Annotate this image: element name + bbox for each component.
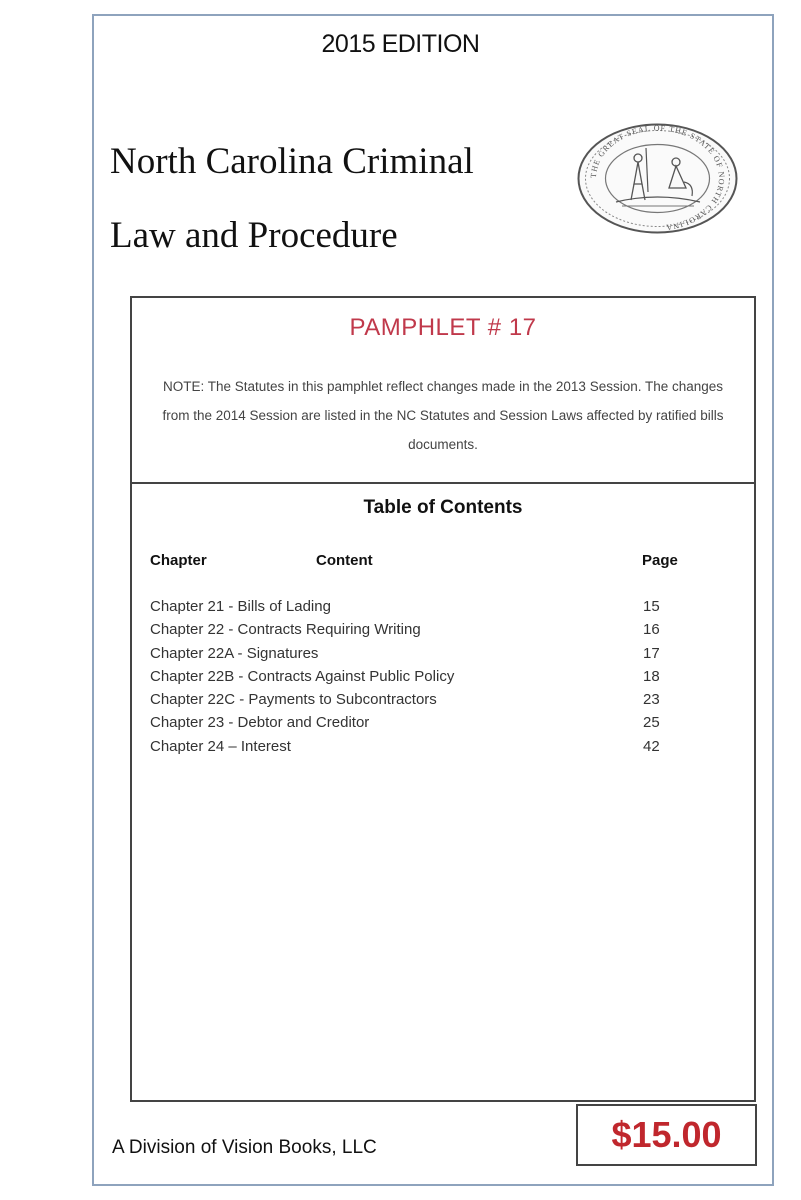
table-of-contents-box — [130, 482, 756, 1102]
toc-row — [150, 738, 740, 761]
edition-label: 2015 EDITION — [321, 30, 480, 58]
toc-row — [150, 714, 740, 737]
toc-page-number: 15 — [643, 598, 660, 615]
svg-text:THE GREAT SEAL OF THE STATE OF: THE GREAT SEAL OF THE STATE OF NORTH CAROLINA — [588, 123, 727, 233]
toc-page-number: 25 — [643, 714, 660, 732]
statutes-note: NOTE: The Statutes in this pamphlet reflect changes made in the 2013 Session. The changes from the 2014 Session are listed in the NC Statutes and Session Laws affected by ratified bills documents. — [162, 379, 724, 452]
toc-row — [150, 621, 740, 644]
toc-header-content: Content — [316, 552, 373, 569]
price-label: $15.00 — [611, 1114, 722, 1155]
notice-box — [130, 296, 756, 484]
toc-page-number: 42 — [643, 737, 660, 755]
toc-row — [150, 598, 740, 621]
toc-entry: Chapter 23 - Debtor and Creditor — [150, 714, 370, 732]
book-title-line-2: Law and Procedure — [110, 215, 398, 256]
toc-entry: Chapter 22 - Contracts Requiring Writing — [150, 621, 421, 639]
toc-entry: Chapter 21 - Bills of Lading — [150, 598, 331, 615]
book-title-line-1: North Carolina Criminal — [110, 141, 474, 182]
pamphlet-number-heading: PAMPHLET # 17 — [349, 314, 537, 341]
north-carolina-state-seal-icon — [576, 122, 739, 235]
toc-entry: Chapter 22C - Payments to Subcontractors — [150, 691, 437, 709]
toc-page-number: 23 — [643, 691, 660, 709]
price-box — [576, 1104, 757, 1166]
toc-row — [150, 645, 740, 668]
toc-list — [150, 598, 740, 761]
publisher-name: A Division of Vision Books, LLC — [112, 1137, 377, 1158]
toc-page-number: 16 — [643, 621, 660, 639]
toc-header-chapter: Chapter — [150, 552, 207, 569]
toc-entry: Chapter 22A - Signatures — [150, 644, 319, 662]
toc-page-number: 18 — [643, 667, 660, 685]
toc-page-number: 17 — [643, 644, 660, 662]
toc-row — [150, 668, 740, 691]
toc-entry: Chapter 24 – Interest — [150, 737, 291, 755]
toc-header-page: Page — [642, 552, 678, 569]
toc-title: Table of Contents — [363, 497, 523, 518]
toc-entry: Chapter 22B - Contracts Against Public Policy — [150, 667, 455, 685]
toc-row — [150, 691, 740, 714]
